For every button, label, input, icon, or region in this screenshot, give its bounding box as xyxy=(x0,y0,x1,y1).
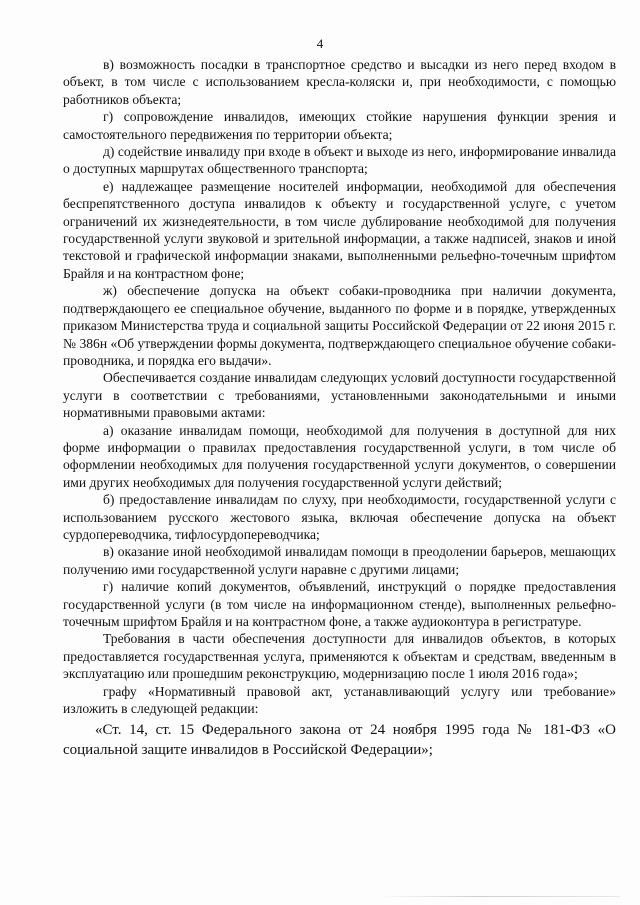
paragraph-item-g-escort: г) сопровождение инвалидов, имеющих стойкие нарушения функции зрения и самостоятельного передвижения по территории объекта; xyxy=(63,109,616,142)
paragraph-item-d-assistance: д) содействие инвалиду при входе в объект и выходе из него, информирование инвалида о доступных маршрутах общественного транспорта; xyxy=(63,144,616,177)
paragraph-legal-reference-quote: «Ст. 14, ст. 15 Федерального закона от 24 ноября 1995 года № 181-ФЗ «О социальной защите инвалидов в Российской Федерации»; xyxy=(63,722,616,758)
paragraph-item-v-barriers: в) оказание иной необходимой инвалидам помощи в преодолении барьеров, мешающих получению ими государственной услуги наравне с другими лицами; xyxy=(63,544,616,577)
paragraph-column-wording: графу «Нормативный правовой акт, устанавливающий услугу или требование» изложить в следующей редакции: xyxy=(63,683,616,717)
paragraph-item-g-braille-copies: г) наличие копий документов, объявлений, инструкций о порядке предоставления государственной услуги (в том числе на информационном стенде), выполненных рельефно-точечным шрифтом Брайля и на контрастном фоне, а также аудиоконтура в регистратуре. xyxy=(63,579,616,629)
paragraph-item-zh-guide-dog: ж) обеспечение допуска на объект собаки-проводника при наличии документа, подтверждающего ее специальное обучение, выданного по форме и в порядке, утвержденных приказом Министерства труда и социальной защиты Российской Федерации от 22 июня 2015 г. № 386н «Об утверждении формы документа, подтверждающего специальное обучение собаки-проводника, и порядка его выдачи». xyxy=(63,283,616,368)
paragraph-item-v-boarding: в) возможность посадки в транспортное средство и высадки из него перед входом в объект, в том числе с использованием кресла-коляски и, при необходимости, с помощью работников объекта; xyxy=(63,57,616,107)
paragraph-accessibility-requirements: Требования в части обеспечения доступности для инвалидов объектов, в которых предоставляется государственная услуга, применяются к объектам и средствам, введенным в эксплуатацию или прошедшим реконструкцию, модернизацию после 1 июля 2016 года»; xyxy=(63,631,616,682)
paragraph-item-b-sign-language: б) предоставление инвалидам по слуху, при необходимости, государственной услуги с использованием русского жестового языка, включая обеспечение допуска на объект сурдопереводчика, тифлосурдопереводчика; xyxy=(63,492,616,542)
document-body xyxy=(63,56,616,760)
paragraph-item-e-information-placement: е) надлежащее размещение носителей информации, необходимой для обеспечения беспрепятственного доступа инвалидов к объекту и государственной услуге, с учетом ограничений их жизнедеятельности, в том числе дублирование необходимой для получения государственной услуги звуковой и зрительной информации, а также надписей, знаков и иной текстовой и графической информации знаками, выполненными рельефно-точечным шрифтом Брайля и на контрастном фоне; xyxy=(63,178,616,281)
page-number: 4 xyxy=(316,36,324,51)
paragraph-item-a-help: а) оказание инвалидам помощи, необходимой для получения в доступной для них форме информации о правилах предоставления государственной услуги, в том числе об оформлении необходимых для получения государственной услуги документов, о совершении ими других необходимых для получения государственной услуги действий; xyxy=(63,422,616,490)
paragraph-conditions-intro: Обеспечивается создание инвалидам следующих условий доступности государственной услуги в соответствии с требованиями, установленными законодательными и иными нормативными правовыми актами: xyxy=(63,370,616,421)
scan-artifact-line xyxy=(380,896,620,897)
